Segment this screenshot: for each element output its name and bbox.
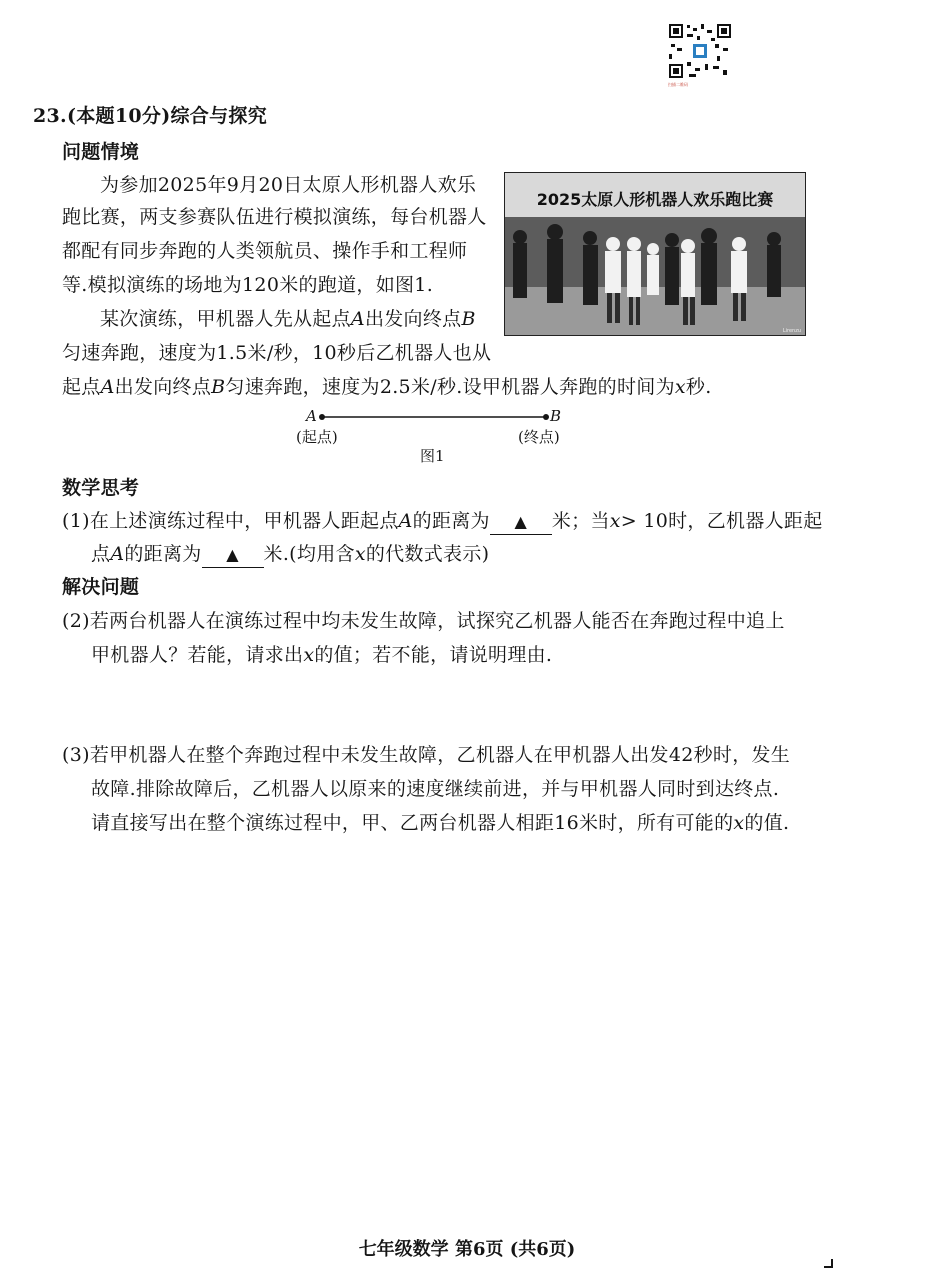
thinking-heading: 数学思考 <box>62 477 140 499</box>
problem-number: 23. <box>33 105 67 127</box>
context-heading: 问题情境 <box>62 141 140 163</box>
corner-mark <box>822 1254 836 1268</box>
figure-label-a: A <box>306 407 317 425</box>
solve-heading: 解决问题 <box>62 576 140 598</box>
context-line-4: 等.模拟演练的场地为120米的跑道，如图1. <box>62 274 434 296</box>
qr-code <box>667 22 733 80</box>
figure-caption: 图1 <box>420 447 445 465</box>
photo-credit: Lirenzu <box>782 328 801 334</box>
answer-blank-1[interactable]: ▲ <box>490 510 552 535</box>
answer-blank-2[interactable]: ▲ <box>202 543 264 568</box>
question-2-line-1: (2)若两台机器人在演练过程中均未发生故障，试探究乙机器人能否在奔跑过程中追上 <box>62 610 785 632</box>
context-line-6: 匀速奔跑，速度为1.5米/秒，10秒后乙机器人也从 <box>62 342 492 364</box>
figure-end-label: (终点) <box>518 428 560 446</box>
question-3-line-2: 故障.排除故障后，乙机器人以原来的速度继续前进，并与甲机器人同时到达终点. <box>91 778 780 800</box>
figure-1 <box>290 405 590 467</box>
page-footer: 七年级数学 第6页 (共6页) <box>358 1239 576 1260</box>
context-line-3: 都配有同步奔跑的人类领航员、操作手和工程师 <box>62 240 468 262</box>
question-1-line-1: (1)在上述演练过程中，甲机器人距起点A的距离为 ▲ 米；当x> 10时，乙机器人距起 <box>62 509 823 535</box>
qr-caption: 扫描二维码 <box>668 82 688 87</box>
question-1-line-2: 点A的距离为 ▲ 米.(均用含x的代数式表示) <box>91 542 489 568</box>
problem-header <box>33 104 267 128</box>
context-line-1: 为参加2025年9月20日太原人形机器人欢乐 <box>100 174 477 196</box>
question-2-line-2: 甲机器人？若能，请求出x的值；若不能，请说明理由. <box>91 644 553 666</box>
question-3-line-3: 请直接写出在整个演练过程中，甲、乙两台机器人相距16米时，所有可能的x的值. <box>91 812 790 834</box>
photo-title: 2025太原人形机器人欢乐跑比赛 <box>536 190 774 209</box>
figure-label-b: B <box>550 407 562 425</box>
race-photo <box>504 172 806 336</box>
problem-title: (本题10分)综合与探究 <box>66 105 267 127</box>
context-line-5: 某次演练，甲机器人先从起点A出发向终点B <box>100 308 476 330</box>
context-line-7: 起点A出发向终点B匀速奔跑，速度为2.5米/秒.设甲机器人奔跑的时间为x秒. <box>62 376 712 398</box>
context-line-2: 跑比赛，两支参赛队伍进行模拟演练，每台机器人 <box>62 206 487 228</box>
question-3-line-1: (3)若甲机器人在整个奔跑过程中未发生故障，乙机器人在甲机器人出发42秒时，发生 <box>62 744 791 766</box>
figure-start-label: (起点) <box>296 428 338 446</box>
